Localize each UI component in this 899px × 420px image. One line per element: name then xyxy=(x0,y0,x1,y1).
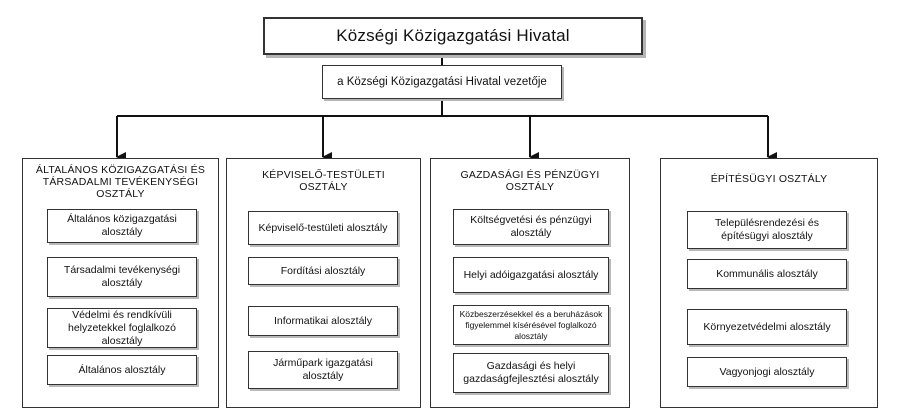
unit-box xyxy=(453,209,609,245)
department-finance xyxy=(430,158,630,408)
unit-box xyxy=(47,308,197,348)
department-title: GAZDASÁGI ÉS PÉNZÜGYI OSZTÁLY xyxy=(460,169,600,193)
office-head-label: a Községi Közigazgatási Hivatal vezetője xyxy=(337,76,547,88)
unit-box xyxy=(687,357,847,387)
unit-box xyxy=(248,211,398,245)
unit-box xyxy=(453,257,609,293)
department-general-admin xyxy=(22,158,219,408)
unit-label: Általános közigazgatási alosztály xyxy=(67,213,177,238)
unit-label: Fordítási alosztály xyxy=(280,264,366,277)
unit-label: Költségvetési és pénzügyi alosztály xyxy=(470,214,592,239)
department-title: ÉPÍTÉSÜGYI OSZTÁLY xyxy=(710,173,828,185)
department-council xyxy=(226,158,421,408)
unit-box xyxy=(687,259,847,289)
department-title: ÁLTALÁNOS KÖZIGAZGATÁSI ÉS TÁRSADALMI TEVÉKENYSÉGI OSZTÁLY xyxy=(35,164,206,200)
unit-box xyxy=(453,353,609,393)
unit-box xyxy=(687,309,847,345)
unit-box xyxy=(248,306,398,336)
office-title-box xyxy=(263,17,643,55)
unit-box xyxy=(47,355,197,385)
unit-label: Kommunális alosztály xyxy=(716,267,818,280)
unit-label: Általános alosztály xyxy=(78,363,166,376)
unit-label: Védelmi és rendkívüli helyzetekkel foglalkozó alosztály xyxy=(68,308,176,347)
unit-label: Gazdasági és helyi gazdaságfejlesztési alosztály xyxy=(463,360,599,385)
department-construction xyxy=(660,158,878,408)
unit-box xyxy=(248,257,398,285)
office-title: Községi Közigazgatási Hivatal xyxy=(336,26,570,45)
office-head-box xyxy=(322,65,562,99)
unit-label: Informatikai alosztály xyxy=(273,314,373,327)
unit-box xyxy=(47,209,197,243)
department-title: KÉPVISELŐ-TESTÜLETI OSZTÁLY xyxy=(262,169,385,193)
unit-box xyxy=(687,211,847,249)
unit-label: Településrendezési és építésügyi alosztály xyxy=(715,217,819,242)
unit-label: Képviselő-testületi alosztály xyxy=(258,221,388,234)
unit-label: Környezetvédelmi alosztály xyxy=(703,320,831,333)
unit-label: Társadalmi tevékenységi alosztály xyxy=(63,264,181,289)
unit-label: Járműpark igazgatási alosztály xyxy=(273,357,373,382)
unit-label: Helyi adóigazgatási alosztály xyxy=(463,268,599,281)
unit-box xyxy=(248,351,398,389)
unit-box xyxy=(453,305,609,345)
unit-label: Közbeszerzésekkel és a beruházások figyelemmel kísérésével foglalkozó alosztály xyxy=(459,308,603,341)
unit-label: Vagyonjogi alosztály xyxy=(719,365,815,378)
unit-box xyxy=(47,257,197,297)
